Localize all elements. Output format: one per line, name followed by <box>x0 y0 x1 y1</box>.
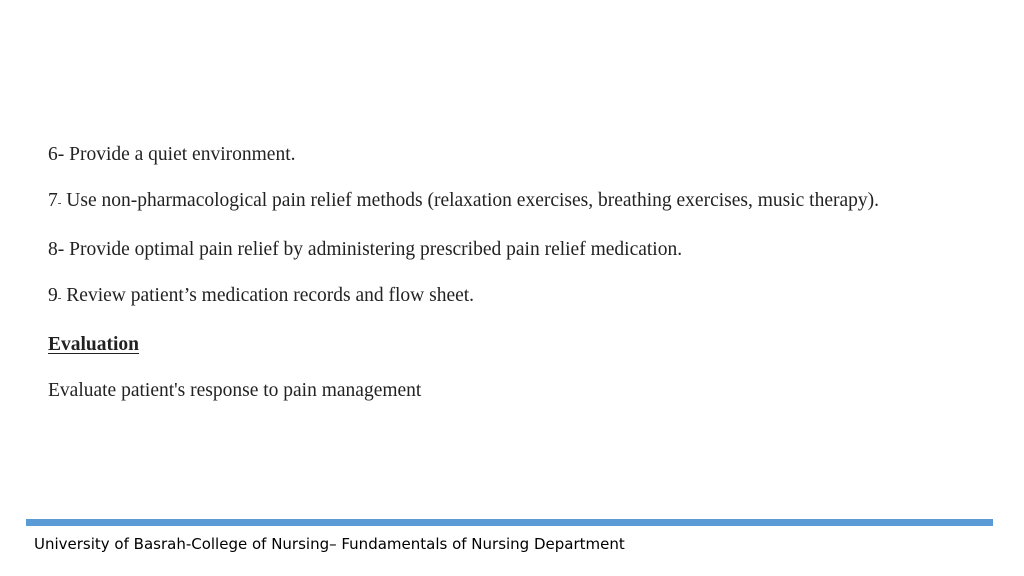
list-item-9-number: 9 <box>48 285 58 306</box>
list-item-6-text: 6- Provide a quiet environment. <box>48 144 296 165</box>
list-item-9-text: Review patient’s medication records and flow sheet. <box>61 285 475 306</box>
list-item-7-text: Use non-pharmacological pain relief methods (relaxation exercises, breathing exercises, music therapy). <box>61 190 880 211</box>
evaluation-heading: Evaluation <box>48 334 140 355</box>
list-item-6 <box>48 140 943 169</box>
list-item-8-text: 8- Provide optimal pain relief by administering prescribed pain relief medication. <box>48 239 683 260</box>
footer-divider <box>26 519 993 526</box>
footer-text: University of Basrah-College of Nursing– Fundamentals of Nursing Department <box>34 535 625 553</box>
list-item-9-dash: - <box>57 292 62 304</box>
list-item-7 <box>48 186 943 218</box>
slide-content <box>48 140 943 405</box>
list-item-8 <box>48 235 943 264</box>
list-item-7-dash: - <box>57 197 62 209</box>
list-item-9 <box>48 281 943 313</box>
evaluation-text: Evaluate patient's response to pain management <box>48 380 422 401</box>
list-item-7-number: 7 <box>48 190 58 211</box>
